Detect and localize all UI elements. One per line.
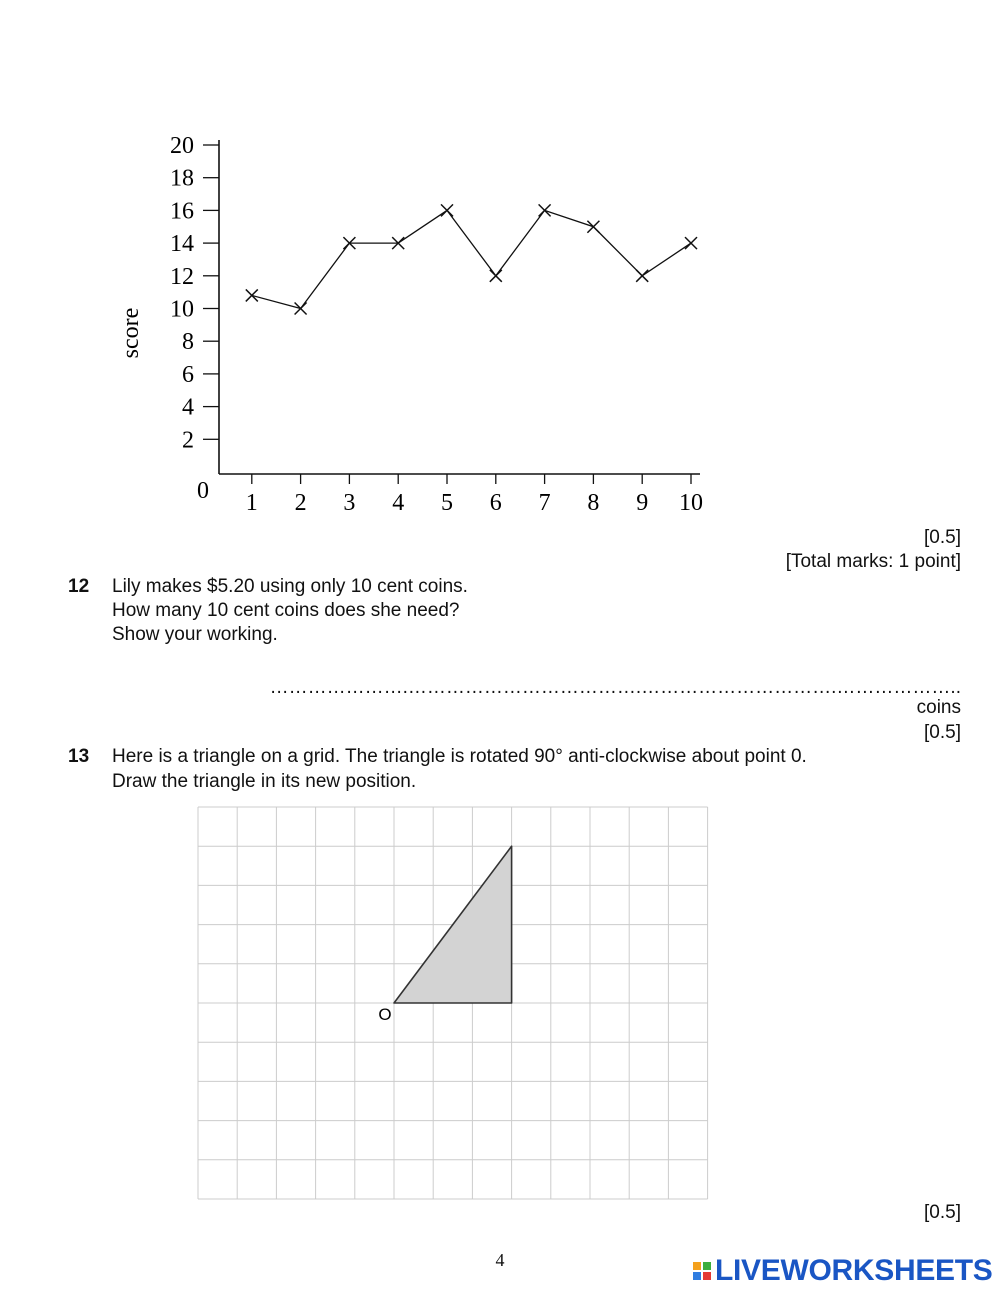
data-point-marker: [685, 237, 697, 249]
q12-mark: [0.5]: [924, 722, 961, 743]
x-tick-label: 8: [587, 490, 600, 516]
q13-line2: Draw the triangle in its new position.: [112, 771, 417, 792]
y-tick-label: 10: [170, 296, 194, 323]
score-series-line: [252, 210, 691, 308]
q13-line1: Here is a triangle on a grid. The triangle is rotated 90° anti-clockwise about point 0.: [112, 746, 807, 767]
y-tick-label: 16: [170, 198, 194, 225]
data-point-marker: [441, 204, 453, 216]
q11-total-marks: [Total marks: 1 point]: [785, 551, 961, 572]
x-tick-label: 5: [441, 490, 453, 516]
q12-number: 12: [68, 576, 90, 597]
logo-icon: [693, 1262, 711, 1280]
score-line-chart: [0, 0, 1000, 540]
y-tick-label: 2: [182, 427, 194, 454]
x-tick-label: 4: [392, 490, 405, 516]
data-point-marker: [295, 303, 307, 315]
origin-label: 0: [197, 478, 209, 504]
page-number: 4: [495, 1250, 505, 1270]
data-point-marker: [246, 289, 258, 301]
x-tick-label: 2: [294, 490, 307, 516]
liveworksheets-logo: [693, 1254, 993, 1288]
y-tick-label: 8: [182, 329, 194, 356]
q11-mark: [0.5]: [924, 527, 961, 548]
point-o-label: O: [378, 1005, 392, 1024]
logo-text: LIVEWORKSHEETS: [715, 1254, 993, 1287]
data-point-marker: [490, 270, 502, 282]
x-tick-label: 3: [343, 490, 356, 516]
x-tick-label: 9: [636, 490, 649, 516]
q13-number: 13: [68, 746, 90, 767]
y-tick-label: 20: [170, 133, 194, 159]
q12-line3: Show your working.: [112, 624, 278, 645]
q12-answer-line[interactable]: ………………….……………………………….………………………….………………..: [269, 677, 961, 698]
x-tick-label: 7: [538, 490, 551, 516]
data-point-marker: [539, 204, 551, 216]
y-tick-label: 4: [182, 394, 194, 421]
y-axis-label: score: [118, 307, 144, 359]
q12-line2: How many 10 cent coins does she need?: [112, 600, 460, 621]
y-tick-label: 14: [170, 231, 194, 258]
triangle-shape: [394, 846, 512, 1003]
x-tick-label: 1: [245, 490, 258, 516]
data-point-marker: [636, 270, 648, 282]
q13-mark: [0.5]: [924, 1202, 961, 1223]
q12-unit: coins: [916, 697, 961, 718]
y-tick-label: 18: [170, 165, 194, 192]
data-point-marker: [587, 221, 599, 233]
q12-line1: Lily makes $5.20 using only 10 cent coins.: [112, 576, 468, 597]
y-tick-label: 12: [170, 263, 194, 290]
x-tick-label: 10: [679, 490, 703, 516]
y-tick-label: 6: [182, 361, 194, 388]
x-tick-label: 6: [489, 490, 502, 516]
